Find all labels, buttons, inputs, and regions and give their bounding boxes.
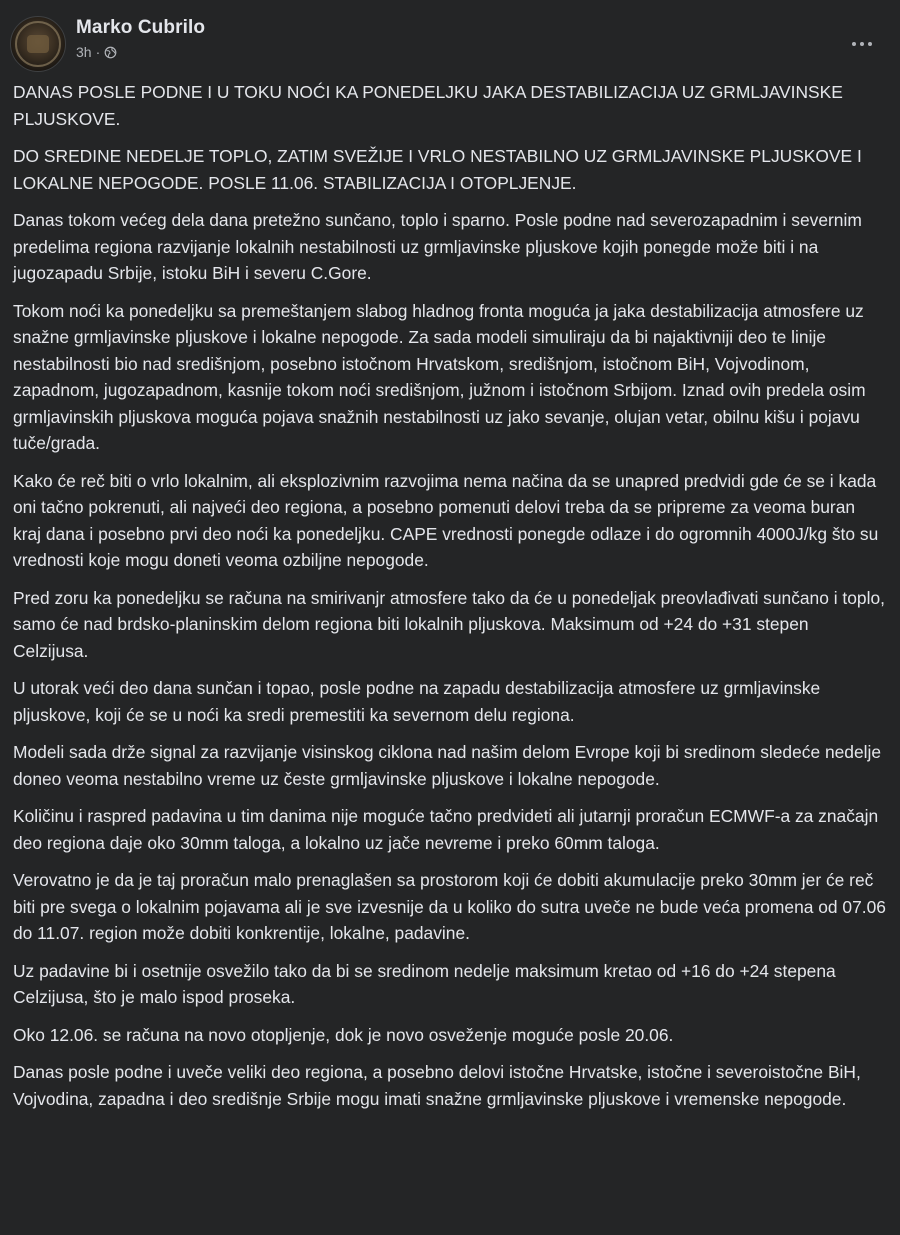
- author-name[interactable]: Marko Cubrilo: [76, 17, 206, 38]
- post-paragraph: Modeli sada drže signal za razvijanje visinskog ciklona nad našim delom Evrope koji bi sredinom sledeće nedelje doneo veoma nestabilno vreme uz česte grmljavinske pljuskove i lokalne nepogode.: [13, 742, 882, 789]
- post-timestamp[interactable]: 3h: [76, 44, 92, 60]
- more-dot: [868, 42, 872, 46]
- post-paragraph: Kako će reč biti o vrlo lokalnim, ali eksplozivnim razvojima nema načina da se unapred predvidi gde će se i kada oni tačno pokrenuti, ali najveći deo regiona, a posebno pomenuti delovi treba da se pripreme za veoma buran kraj dana i posebno prvi deo noći ka ponedeljku. CAPE vrednosti ponegde odlaze i do ogromnih 4000J/kg što su vrednosti koje mogu doneti veoma ozbiljne nepogode.: [13, 470, 879, 570]
- author-avatar[interactable]: [10, 16, 66, 72]
- more-dot: [852, 42, 856, 46]
- post-paragraph: Danas posle podne i uveče veliki deo regiona, a posebno delovi istočne Hrvatske, istočne i severoistočne BiH, Vojvodina, zapadna i deo središnje Srbije mogu imati snažne grmljavinske pljuskove i vremenske nepogode.: [13, 1062, 861, 1109]
- post-paragraph: Oko 12.06. se računa na novo otopljenje, dok je novo osveženje moguće posle 20.06.: [13, 1024, 674, 1045]
- post-header: [10, 10, 890, 70]
- meta-separator: ·: [95, 44, 101, 60]
- post-paragraph: DANAS POSLE PODNE I U TOKU NOĆI KA PONEDELJKU JAKA DESTABILIZACIJA UZ GRMLJAVINSKE PLJUSKOVE.: [13, 82, 843, 129]
- post-paragraph: Količinu i raspred padavina u tim danima nije moguće tačno predvideti ali jutarnji proračun ECMWF-a za značajn deo regiona daje oko 30mm taloga, a lokalno uz jače nevreme i preko 60mm taloga.: [13, 806, 879, 853]
- post-paragraph: DO SREDINE NEDELJE TOPLO, ZATIM SVEŽIJE I VRLO NESTABILNO UZ GRMLJAVINSKE PLJUSKOVE I LOKALNE NEPOGODE. POSLE 11.06. STABILIZACIJA I OTOPLJENJE.: [13, 146, 862, 193]
- more-dot: [860, 42, 864, 46]
- avatar-emblem: [27, 35, 49, 53]
- globe-icon[interactable]: [104, 46, 117, 59]
- post-paragraph: U utorak veći deo dana sunčan i topao, posle podne na zapadu destabilizacija atmosfere uz grmljavinske pljuskove, koji će se u noći ka sredi premestiti ka severnom delu regiona.: [13, 678, 821, 725]
- post-paragraph: Pred zoru ka ponedeljku se računa na smirivanjr atmosfere tako da će u ponedeljak preovlađivati sunčano i toplo, samo će nad brdsko-planinskim delom regiona biti lokalnih pljuskova. Maksimum od +24 do +31 stepen Celzijusa.: [13, 587, 885, 661]
- post-body: [13, 79, 887, 1123]
- post-paragraph: Uz padavine bi i osetnije osvežilo tako da bi se sredinom nedelje maksimum kretao od +16 do +24 stepena Celzijusa, što je malo ispod proseka.: [13, 960, 836, 1007]
- post-meta: [76, 44, 117, 60]
- post-paragraph: Tokom noći ka ponedeljku sa premeštanjem slabog hladnog fronta moguća ja jaka destabilizacija atmosfere uz snažne grmljavinske pljuskove i lokalne nepogode. Za sada modeli simuliraju da bi najaktivniji deo te linije nestabilnosti bio nad središnjom, posebno istočnom Hrvatskom, središnjom, istočnom BiH, Vojvodinom, zapadnom, jugozapadnom, kasnije tokom noći središnjom, južnom i istočnom Srbijom. Iznad ovih predela osim grmljavinskih pljuskova moguća pojava snažnih nestabilnosti uz jako sevanje, olujan vetar, obilnu kišu i pojavu tuče/grada.: [13, 300, 866, 453]
- post-paragraph: Danas tokom većeg dela dana pretežno sunčano, toplo i sparno. Posle podne nad severozapadnim i severnim predelima regiona razvijanje lokalnih nestabilnosti uz grmljavinske pljuskove kojih ponegde može biti i na jugozapadu Srbije, istoku BiH i severu C.Gore.: [13, 210, 862, 283]
- post-paragraph: Verovatno je da je taj proračun malo prenaglašen sa prostorom koji će dobiti akumulacije preko 30mm jer će reč biti pre svega o lokalnim pojavama ali je sve izvesnije da u koliko do sutra uveče ne bude veća promena od 07.06 do 11.07. region može dobiti konkrentije, lokalne, padavine.: [13, 870, 886, 943]
- more-options-icon[interactable]: [844, 26, 880, 62]
